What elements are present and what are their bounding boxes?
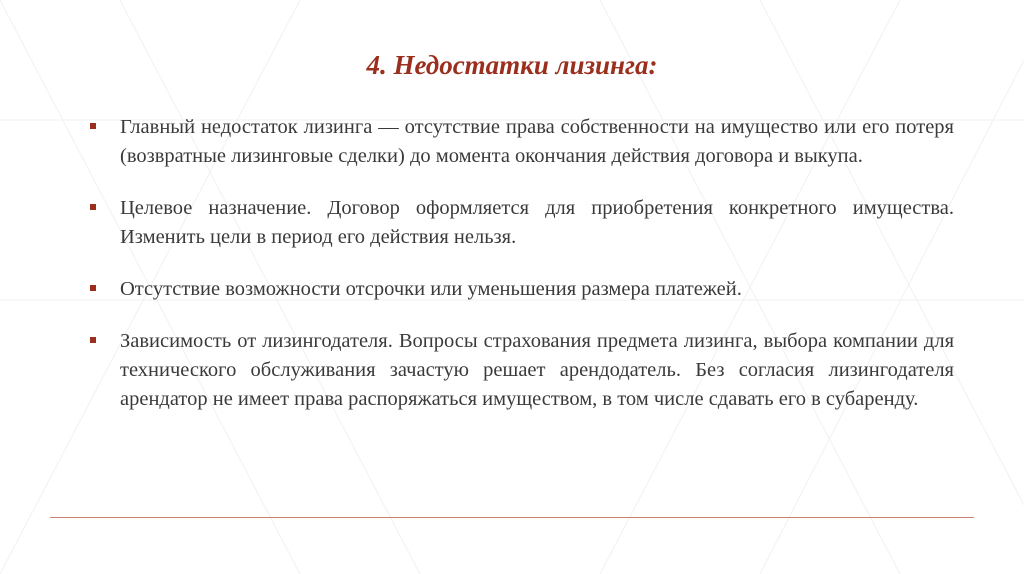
square-bullet-icon (90, 337, 96, 343)
square-bullet-icon (90, 204, 96, 210)
bullet-list (88, 113, 954, 414)
bullet-item (88, 113, 954, 171)
square-bullet-icon (90, 285, 96, 291)
bullet-text: Главный недостаток лизинга — отсутствие права собственности на имущество или его потеря (возвратные лизинговые сделки) до момента окончания действия договора и выкупа. (120, 116, 954, 167)
slide-title: 4. Недостатки лизинга: (366, 50, 658, 80)
bullet-item (88, 194, 954, 252)
bullet-item (88, 327, 954, 414)
square-bullet-icon (90, 123, 96, 129)
footer-divider (50, 517, 974, 518)
bullet-item (88, 275, 954, 304)
bullet-text: Целевое назначение. Договор оформляется для приобретения конкретного имущества. Изменить цели в период его действия нельзя. (120, 197, 954, 248)
bullet-text: Зависимость от лизингодателя. Вопросы страхования предмета лизинга, выбора компании для технического обслуживания зачастую решает арендодатель. Без согласия лизингодателя арендатор не имеет права распоряжаться имуществом, в том числе сдавать его в субаренду. (120, 330, 954, 410)
bullet-text: Отсутствие возможности отсрочки или уменьшения размера платежей. (120, 278, 742, 300)
